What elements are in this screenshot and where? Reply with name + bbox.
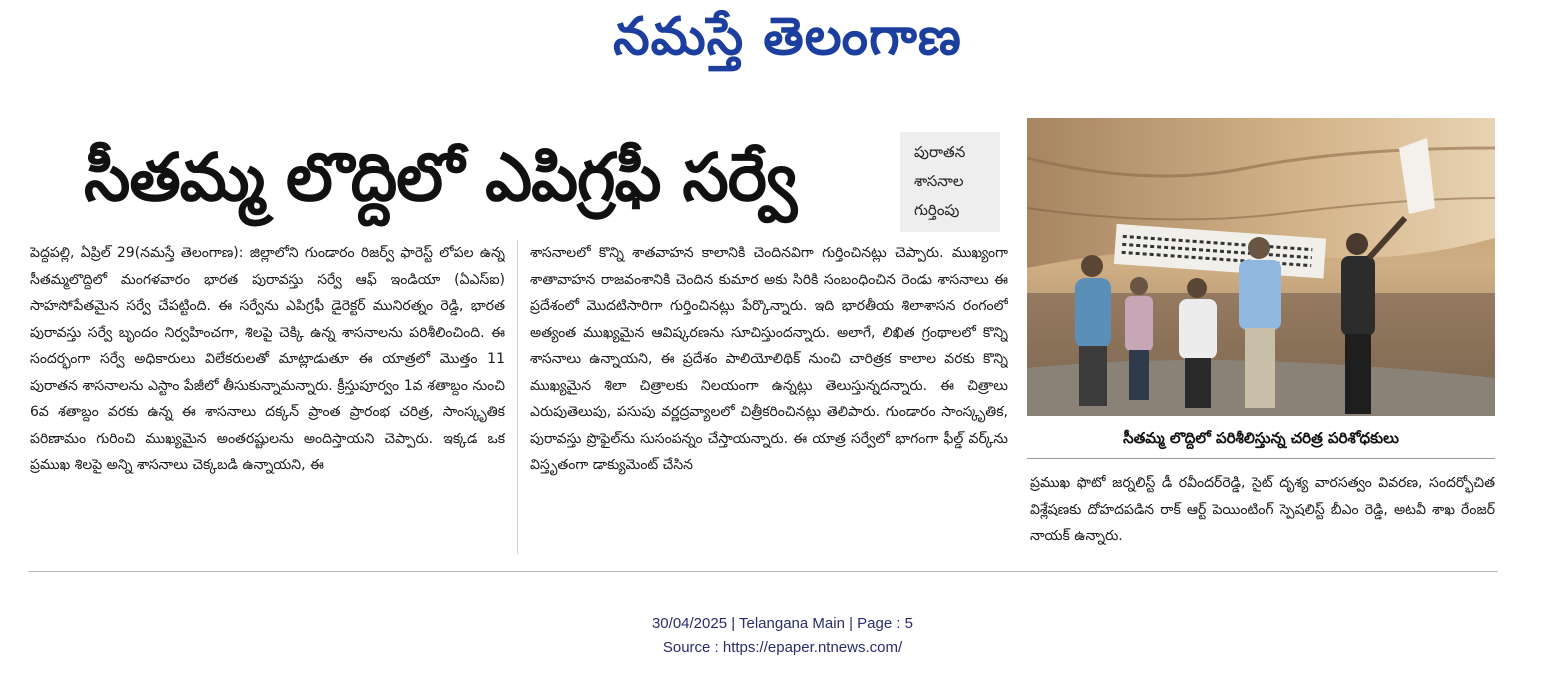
masthead bbox=[0, 0, 1565, 82]
page-footer bbox=[0, 612, 1565, 660]
source-line: Source : https://epaper.ntnews.com/ bbox=[662, 639, 903, 656]
cave-survey-photo bbox=[1027, 118, 1495, 416]
article-column-3: ప్రముఖ ఫొటో జర్నలిస్ట్ డీ రవీందర్‌రెడ్డి, సైట్ దృశ్య వారసత్వం వివరణ, సందర్భోచిత విశ్లేషణకు దోహదపడిన రాక్ ఆర్ట్ పెయింటింగ్ స్పెషలిస్ట్ బీఎం రెడ్డి, అటవీ శాఖ రేంజర్ నాయక్ ఉన్నారు. bbox=[1030, 475, 1495, 544]
article-column-2: శాసనాలలో కొన్ని శాతవాహన కాలానికి చెందినవిగా గుర్తించినట్లు చెప్పారు. ముఖ్యంగా శాతావాహన రాజవంశానికి చెందిన కుమార అకు సిరికి సంబంధించిన రెండు శాసనాలు ఈ ప్రదేశంలో మొదటిసారిగా గుర్తించినట్లు పేర్కొన్నారు. ఇది భారతీయ శిలాశాసన రంగంలో అత్యంత ముఖ్యమైన ఆవిష్కరణను సూచిస్తుందన్నారు. అలాగే, లిఖిత గ్రంథాలలో కొన్ని శాసనాలు ఉన్నాయని, ఈ ప్రదేశం పాలియోలిథిక్ నుంచి చారిత్రక కాలాల వరకు కొన్ని ముఖ్యమైన శిలా చిత్రాలకు నిలయంగా ఉన్నట్లు తెలుస్తున్నదన్నారు. ఈ చిత్రాలు ఎరుపుతెలుపు, పసుపు వర్ణద్రవ్యాలలో చిత్రీకరించినట్లు తెలిపారు. గుండారం సాంస్కృతిక, పురావస్తు ప్రొఫైల్‌ను సుసంపన్నం చేస్తాయన్నారు. ఈ యాత్ర సర్వేలో భాగంగా ఫీల్డ్ వర్క్‌ను విస్తృతంగా డాక్యుమెంట్ చేసిన bbox=[530, 245, 1008, 473]
caption-divider bbox=[1027, 458, 1495, 459]
kicker-line: పురాతన bbox=[914, 143, 966, 161]
kicker-box bbox=[900, 132, 1000, 232]
kicker-line: గుర్తింపు bbox=[914, 201, 960, 219]
article-photo bbox=[1027, 118, 1495, 416]
masthead-title: నమస్తే తెలంగాణ bbox=[613, 7, 962, 67]
column-divider bbox=[517, 240, 518, 554]
kicker-line: శాసనాల bbox=[914, 172, 964, 190]
article-headline: సీతమ్మ లొద్దిలో ఎపిగ్రఫీ సర్వే bbox=[84, 139, 797, 216]
page-divider bbox=[28, 571, 1498, 572]
photo-caption: సీతమ్మ లొద్దిలో పరిశీలిస్తున్న చరిత్ర పరిశోధకులు bbox=[1123, 429, 1399, 447]
edition-line: 30/04/2025 | Telangana Main | Page : 5 bbox=[651, 615, 914, 632]
article-column-1: పెద్దపల్లి, ఏప్రిల్ 29(నమస్తే తెలంగాణ): జిల్లాలోని గుండారం రిజర్వ్ ఫారెస్ట్ లోపల ఉన్న సీతమ్మలొద్దిలో మంగళవారం భారత పురావస్తు సర్వే ఆఫ్ ఇండియా (ఏఎస్ఐ) సాహసోపేతమైన సర్వే చేపట్టింది. ఈ సర్వేను ఎపిగ్రఫీ డైరెక్టర్ మునిరత్నం రెడ్డి, భారత పురావస్తు సర్వే బృందం నిర్వహించగా, శిలపై చెక్కి ఉన్న శాసనాలను పరిశీలించింది. ఈ సందర్భంగా సర్వే అధికారులు విలేకరులతో మాట్లాడుతూ ఈ యాత్రలో మొత్తం 11 పురాతన శాసనాలను ఎస్టాం పేజీలో తీసుకున్నామన్నారు. క్రీస్తుపూర్వం 1వ శతాబ్దం నుంచి 6వ శతాబ్దం వరకు ఉన్న ఈ శాసనాలు దక్కన్ ప్రాంత ప్రారంభ చరిత్ర, సాంస్కృతిక పరిణామం గురించి ముఖ్యమైన అంతరష్టులను అందిస్తాయని చెప్పారు. ఇక్కడ ఒక ప్రముఖ శిలపై అన్ని శాసనాలు చెక్కబడి ఉన్నాయని, ఈ bbox=[30, 245, 505, 473]
